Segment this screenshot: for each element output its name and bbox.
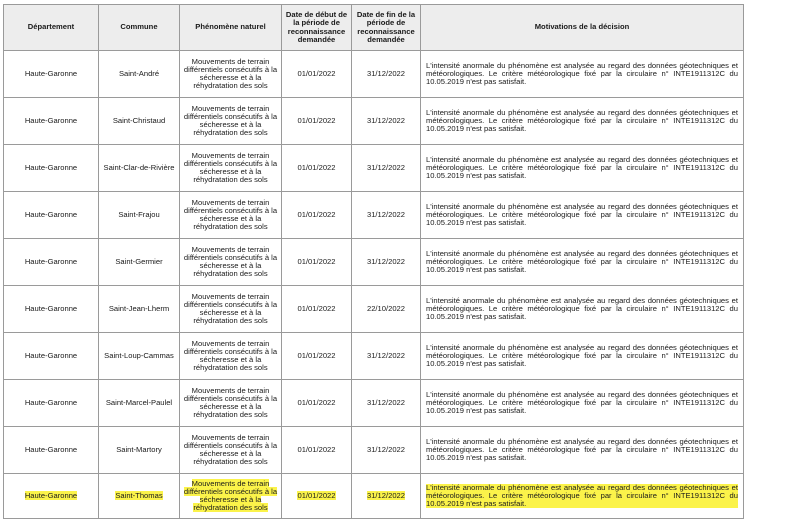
cell-date-debut-text: 01/01/2022 (297, 444, 336, 454)
cell-phenomene-text: Mouvements de terrain différentiels consécutifs à la sécheresse et à la réhydratation des sols (183, 150, 278, 185)
cell-date-debut-text: 01/01/2022 (297, 209, 336, 219)
cell-date-debut (282, 145, 352, 192)
cell-phenomene-text: Mouvements de terrain différentiels consécutifs à la sécheresse et à la réhydratation des sols (183, 244, 278, 279)
cell-motivation (421, 427, 744, 474)
cell-departement (4, 239, 99, 286)
decision-table (3, 4, 744, 519)
cell-departement (4, 192, 99, 239)
cell-date-debut-text: 01/01/2022 (297, 115, 336, 125)
cell-commune-text: Saint-Frajou (118, 209, 160, 219)
cell-phenomene (180, 192, 282, 239)
cell-date-fin (352, 192, 421, 239)
cell-date-debut (282, 98, 352, 145)
cell-motivation (421, 51, 744, 98)
cell-date-debut (282, 192, 352, 239)
cell-date-debut (282, 51, 352, 98)
cell-commune (99, 98, 180, 145)
cell-date-fin (352, 98, 421, 145)
cell-date-fin (352, 427, 421, 474)
cell-date-fin-text: 31/12/2022 (366, 115, 405, 125)
cell-departement-text: Haute-Garonne (24, 209, 78, 219)
table-row (4, 286, 744, 333)
cell-date-fin (352, 333, 421, 380)
cell-date-fin-text: 31/12/2022 (366, 68, 405, 78)
cell-motivation-text: L'intensité anormale du phénomène est analysée au regard des données géotechniques et météorologiques. Le critère météorologique fixé par la circulaire n° INTE1911312C du 10.05.2019 n'est pas satisfait. (426, 107, 738, 134)
cell-commune (99, 239, 180, 286)
cell-phenomene (180, 239, 282, 286)
cell-departement (4, 286, 99, 333)
cell-date-fin-text: 31/12/2022 (366, 209, 405, 219)
cell-departement (4, 51, 99, 98)
cell-departement-text: Haute-Garonne (24, 444, 78, 454)
cell-date-fin (352, 145, 421, 192)
table-row (4, 98, 744, 145)
table-row (4, 145, 744, 192)
cell-departement-text: Haute-Garonne (24, 115, 78, 125)
cell-departement (4, 427, 99, 474)
cell-motivation (421, 474, 744, 519)
cell-commune-text: Saint-Marcel-Paulel (105, 397, 173, 407)
cell-phenomene-text: Mouvements de terrain différentiels consécutifs à la sécheresse et à la réhydratation des sols (183, 103, 278, 138)
cell-phenomene (180, 333, 282, 380)
cell-phenomene (180, 380, 282, 427)
cell-date-fin (352, 380, 421, 427)
cell-motivation-text: L'intensité anormale du phénomène est analysée au regard des données géotechniques et météorologiques. Le critère météorologique fixé par la circulaire n° INTE1911312C du 10.05.2019 n'est pas satisfait. (426, 436, 738, 463)
cell-commune (99, 51, 180, 98)
cell-departement-text: Haute-Garonne (24, 162, 78, 172)
cell-phenomene-text: Mouvements de terrain différentiels consécutifs à la sécheresse et à la réhydratation des sols (183, 478, 278, 513)
cell-commune-text: Saint-Loup-Cammas (104, 350, 174, 360)
cell-departement-text: Haute-Garonne (24, 350, 78, 360)
cell-commune-text: Saint-Martory (116, 444, 162, 454)
cell-motivation-text: L'intensité anormale du phénomène est analysée au regard des données géotechniques et météorologiques. Le critère météorologique fixé par la circulaire n° INTE1911312C du 10.05.2019 n'est pas satisfait. (426, 201, 738, 228)
table-row (4, 239, 744, 286)
cell-date-debut-text: 01/01/2022 (297, 256, 336, 266)
cell-date-fin-text: 31/12/2022 (366, 256, 405, 266)
header-date-debut: Date de début de la période de reconnaissance demandée (282, 5, 352, 51)
table-row (4, 474, 744, 519)
cell-date-fin-text: 22/10/2022 (366, 303, 405, 313)
cell-date-debut (282, 427, 352, 474)
cell-date-debut (282, 474, 352, 519)
cell-departement-text: Haute-Garonne (24, 490, 78, 500)
cell-phenomene (180, 286, 282, 333)
table-header (4, 5, 744, 51)
cell-departement (4, 380, 99, 427)
cell-date-debut-text: 01/01/2022 (297, 68, 336, 78)
cell-date-debut-text: 01/01/2022 (297, 490, 336, 500)
cell-date-fin-text: 31/12/2022 (366, 490, 405, 500)
cell-commune (99, 286, 180, 333)
cell-motivation-text: L'intensité anormale du phénomène est analysée au regard des données géotechniques et météorologiques. Le critère météorologique fixé par la circulaire n° INTE1911312C du 10.05.2019 n'est pas satisfait. (426, 389, 738, 416)
cell-motivation (421, 333, 744, 380)
cell-commune-text: Saint-Jean-Lherm (108, 303, 170, 313)
table-row (4, 333, 744, 380)
cell-departement-text: Haute-Garonne (24, 303, 78, 313)
cell-date-debut-text: 01/01/2022 (297, 162, 336, 172)
cell-phenomene (180, 51, 282, 98)
cell-date-fin (352, 474, 421, 519)
header-departement: Département (4, 5, 99, 51)
cell-date-fin-text: 31/12/2022 (366, 162, 405, 172)
cell-departement-text: Haute-Garonne (24, 68, 78, 78)
cell-departement-text: Haute-Garonne (24, 397, 78, 407)
header-commune: Commune (99, 5, 180, 51)
cell-commune (99, 474, 180, 519)
cell-motivation (421, 380, 744, 427)
table-row (4, 427, 744, 474)
cell-date-debut (282, 333, 352, 380)
cell-motivation-text: L'intensité anormale du phénomène est analysée au regard des données géotechniques et météorologiques. Le critère météorologique fixé par la circulaire n° INTE1911312C du 10.05.2019 n'est pas satisfait. (426, 154, 738, 181)
header-row (4, 5, 744, 51)
cell-date-fin (352, 51, 421, 98)
cell-motivation-text: L'intensité anormale du phénomène est analysée au regard des données géotechniques et météorologiques. Le critère météorologique fixé par la circulaire n° INTE1911312C du 10.05.2019 n'est pas satisfait. (426, 60, 738, 87)
cell-motivation (421, 145, 744, 192)
cell-departement (4, 333, 99, 380)
cell-date-debut (282, 380, 352, 427)
cell-date-fin (352, 286, 421, 333)
cell-commune (99, 145, 180, 192)
cell-motivation (421, 286, 744, 333)
cell-commune (99, 333, 180, 380)
cell-phenomene (180, 145, 282, 192)
cell-motivation (421, 98, 744, 145)
cell-date-debut (282, 286, 352, 333)
cell-commune-text: Saint-André (118, 68, 160, 78)
cell-departement (4, 474, 99, 519)
cell-departement-text: Haute-Garonne (24, 256, 78, 266)
cell-commune-text: Saint-Thomas (115, 490, 163, 500)
header-date-fin: Date de fin de la période de reconnaissance demandée (352, 5, 421, 51)
header-motivations: Motivations de la décision (421, 5, 744, 51)
cell-motivation (421, 192, 744, 239)
cell-motivation-text: L'intensité anormale du phénomène est analysée au regard des données géotechniques et météorologiques. Le critère météorologique fixé par la circulaire n° INTE1911312C du 10.05.2019 n'est pas satisfait. (426, 295, 738, 322)
cell-commune (99, 427, 180, 474)
cell-motivation (421, 239, 744, 286)
table-row (4, 192, 744, 239)
cell-commune-text: Saint-Clar-de-Rivière (103, 162, 175, 172)
cell-commune-text: Saint-Germier (115, 256, 163, 266)
cell-motivation-text: L'intensité anormale du phénomène est analysée au regard des données géotechniques et météorologiques. Le critère météorologique fixé par la circulaire n° INTE1911312C du 10.05.2019 n'est pas satisfait. (426, 248, 738, 275)
table-row (4, 380, 744, 427)
cell-phenomene-text: Mouvements de terrain différentiels consécutifs à la sécheresse et à la réhydratation des sols (183, 291, 278, 326)
cell-phenomene-text: Mouvements de terrain différentiels consécutifs à la sécheresse et à la réhydratation des sols (183, 56, 278, 91)
table-body (4, 51, 744, 519)
cell-date-debut-text: 01/01/2022 (297, 350, 336, 360)
cell-date-fin (352, 239, 421, 286)
cell-date-debut-text: 01/01/2022 (297, 397, 336, 407)
cell-phenomene-text: Mouvements de terrain différentiels consécutifs à la sécheresse et à la réhydratation des sols (183, 432, 278, 467)
cell-phenomene-text: Mouvements de terrain différentiels consécutifs à la sécheresse et à la réhydratation des sols (183, 197, 278, 232)
cell-phenomene (180, 427, 282, 474)
cell-commune (99, 380, 180, 427)
cell-commune (99, 192, 180, 239)
table-row (4, 51, 744, 98)
cell-date-fin-text: 31/12/2022 (366, 350, 405, 360)
cell-phenomene-text: Mouvements de terrain différentiels consécutifs à la sécheresse et à la réhydratation des sols (183, 338, 278, 373)
cell-motivation-text: L'intensité anormale du phénomène est analysée au regard des données géotechniques et météorologiques. Le critère météorologique fixé par la circulaire n° INTE1911312C du 10.05.2019 n'est pas satisfait. (426, 342, 738, 369)
cell-departement (4, 98, 99, 145)
cell-phenomene-text: Mouvements de terrain différentiels consécutifs à la sécheresse et à la réhydratation des sols (183, 385, 278, 420)
header-phenomene: Phénomène naturel (180, 5, 282, 51)
cell-commune-text: Saint-Christaud (112, 115, 166, 125)
cell-phenomene (180, 474, 282, 519)
cell-motivation-text: L'intensité anormale du phénomène est analysée au regard des données géotechniques et météorologiques. Le critère météorologique fixé par la circulaire n° INTE1911312C du 10.05.2019 n'est pas satisfait. (426, 482, 738, 509)
cell-date-fin-text: 31/12/2022 (366, 444, 405, 454)
decision-table-container (3, 4, 744, 519)
cell-phenomene (180, 98, 282, 145)
cell-date-debut-text: 01/01/2022 (297, 303, 336, 313)
cell-departement (4, 145, 99, 192)
cell-date-debut (282, 239, 352, 286)
cell-date-fin-text: 31/12/2022 (366, 397, 405, 407)
